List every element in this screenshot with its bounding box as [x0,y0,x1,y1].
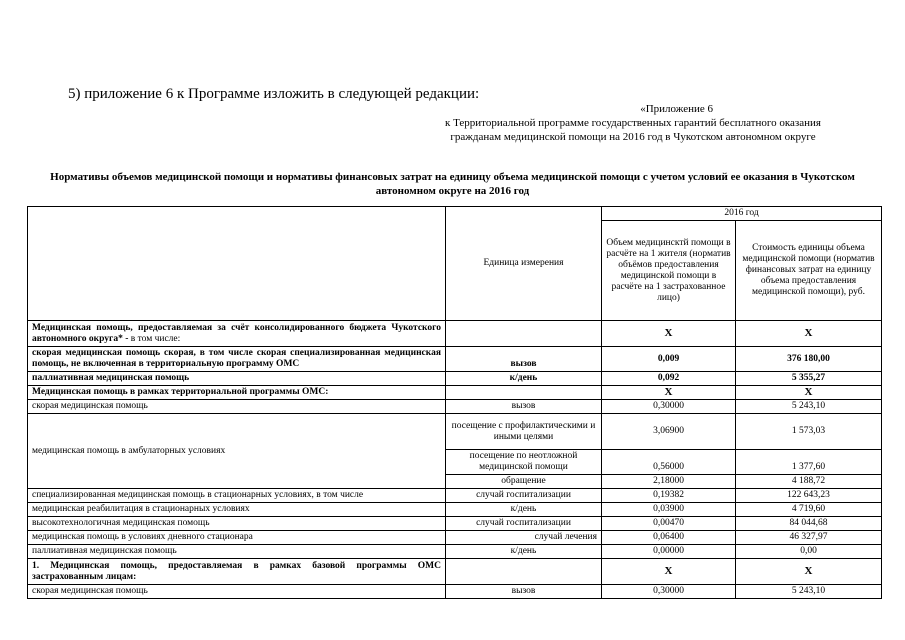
annex-line-1: «Приложение 6 [640,103,713,115]
row-volume: X [602,386,736,400]
row-unit: случай госпитализации [446,489,602,503]
norms-table [27,206,882,599]
row-volume: 0,03900 [602,503,736,517]
table-row [28,517,882,531]
row-unit: случай лечения [446,531,602,545]
row-unit: случай госпитализации [446,517,602,531]
row-volume: 3,06900 [602,414,736,450]
row-unit: посещение по неотложной медицинской помощи [446,450,602,475]
table-row [28,372,882,386]
row-name: высокотехнологичная медицинская помощь [28,517,446,531]
row-name: медицинская помощь в условиях дневного стационара [28,531,446,545]
table-row [28,386,882,400]
row-volume: 0,00000 [602,545,736,559]
row-name: скорая медицинская помощь [28,400,446,414]
header-cost: Стоимость единицы объема медицинской помощи (норматив финансовых затрат на единицу объема предоставления медицинской помощи), руб. [736,221,882,321]
row-cost: 4 719,60 [736,503,882,517]
row-unit [446,559,602,585]
header-year: 2016 год [602,207,882,221]
table-row [28,559,882,585]
row-name: скорая медицинская помощь скорая, в том числе скорая специализированная медицинская помощь, не включенная в территориальную программу ОМС [28,347,446,372]
row-unit: вызов [446,347,602,372]
row-volume: X [602,321,736,347]
row-cost: 122 643,23 [736,489,882,503]
row-unit: к/день [446,503,602,517]
row-volume: 0,30000 [602,400,736,414]
table-row [28,531,882,545]
row-volume: 0,092 [602,372,736,386]
row-unit: к/день [446,545,602,559]
row-volume: 0,009 [602,347,736,372]
row-cost: 0,00 [736,545,882,559]
row-cost: X [736,321,882,347]
row-name: паллиативная медицинская помощь [28,372,446,386]
table-row [28,585,882,599]
table-row [28,503,882,517]
header-unit: Единица измерения [446,207,602,321]
row-name: скорая медицинская помощь [28,585,446,599]
row-unit: обращение [446,475,602,489]
intro-text: 5) приложение 6 к Программе изложить в следующей редакции: [68,86,480,102]
row-volume: 0,19382 [602,489,736,503]
row-cost: 5 355,27 [736,372,882,386]
row-name: Медицинская помощь, предоставляемая за счёт консолидированного бюджета Чукотского автономного округа* - в том числе: [28,321,446,347]
row-cost: 84 044,68 [736,517,882,531]
row-cost: 5 243,10 [736,585,882,599]
row-unit [446,321,602,347]
row-volume: 2,18000 [602,475,736,489]
row-cost: 1 377,60 [736,450,882,475]
row-unit: вызов [446,400,602,414]
table-row [28,414,882,450]
row-name: 1. Медицинская помощь, предоставляемая в рамках базовой программы ОМС застрахованным лицам: [28,559,446,585]
row-name: специализированная медицинская помощь в стационарных условиях, в том числе [28,489,446,503]
row-name: Медицинская помощь в рамках территориальной программы ОМС: [28,386,446,400]
annex-line-3: гражданам медицинской помощи на 2016 год в Чукотском автономном округе [450,131,816,143]
row-unit: вызов [446,585,602,599]
row-volume: 0,00470 [602,517,736,531]
document-title: Нормативы объемов медицинской помощи и нормативы финансовых затрат на единицу объема медицинской помощи с учетом условий ее оказания в Чукотском автономном округе на 2016 год [50,171,855,197]
row-cost: 4 188,72 [736,475,882,489]
table-row [28,400,882,414]
header-name-cell [28,207,446,321]
row-unit: посещение с профилактическими и иными целями [446,414,602,450]
row-unit: к/день [446,372,602,386]
row-unit [446,386,602,400]
annex-heading [398,102,868,144]
row-volume: 0,30000 [602,585,736,599]
row-cost: X [736,386,882,400]
annex-line-2: к Территориальной программе государственных гарантий бесплатного оказания [445,117,821,129]
row-cost: 46 327,97 [736,531,882,545]
row-cost: 5 243,10 [736,400,882,414]
header-volume: Объем медицинсктй помощи в расчёте на 1 жителя (норматив объёмов предоставления медицинской помощи в расчёте на 1 застрахованное лицо) [602,221,736,321]
row-volume: X [602,559,736,585]
row-volume: 0,06400 [602,531,736,545]
row-cost: 1 573,03 [736,414,882,450]
table-row [28,321,882,347]
table-row [28,489,882,503]
table-row [28,347,882,372]
row-cost: X [736,559,882,585]
table-row [28,545,882,559]
row-name: паллиативная медицинская помощь [28,545,446,559]
row-cost: 376 180,00 [736,347,882,372]
row-name: медицинская реабилитация в стационарных условиях [28,503,446,517]
row-volume: 0,56000 [602,450,736,475]
row-name: медицинская помощь в амбулаторных условиях [28,414,446,489]
